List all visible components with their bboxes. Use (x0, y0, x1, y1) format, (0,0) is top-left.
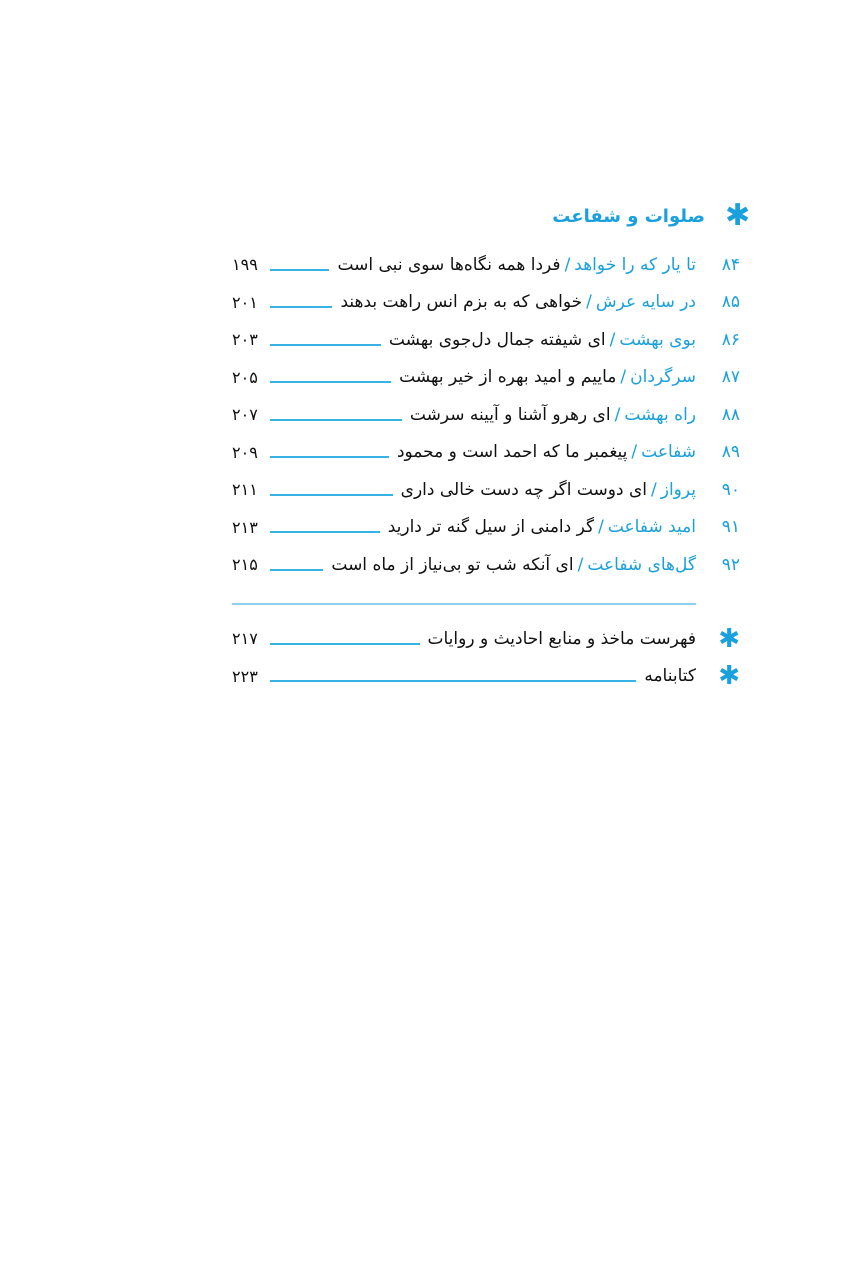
entry-number: ۸۷ (721, 367, 740, 388)
dot-leader (270, 381, 391, 383)
back-matter-title: فهرست ماخذ و منابع احادیث و روایات (427, 628, 696, 649)
poem-line: ای شیفته جمال دل‌جوی بهشت (388, 329, 606, 350)
asterisk-icon: ✱ (718, 623, 740, 654)
chapter-title: سرگردان (630, 367, 696, 388)
dot-leader (270, 419, 402, 421)
poem-line: ای رهرو آشنا و آیینه سرشت (409, 404, 611, 425)
entry-text (337, 255, 696, 275)
entry-number: ۹۱ (721, 517, 740, 538)
chapter-title: در سایه عرش (595, 292, 696, 313)
back-matter-entry[interactable] (232, 620, 740, 658)
chapter-title: گل‌های شفاعت (587, 554, 696, 575)
toc-entry[interactable] (232, 359, 740, 397)
chapter-title: تا یار که را خواهد (574, 254, 696, 275)
poem-line: ماییم و امید بهره از خیر بهشت (399, 367, 617, 388)
entry-text (340, 292, 696, 312)
entry-text (331, 555, 696, 575)
entry-text (388, 517, 696, 537)
entry-number: ۸۹ (721, 442, 740, 463)
separator: / (598, 517, 604, 538)
entry-number: ۸۶ (721, 329, 740, 350)
asterisk-icon: ✱ (725, 198, 751, 233)
poem-line: پیغمبر ما که احمد است و محمود (396, 442, 628, 463)
toc-entry[interactable] (232, 546, 740, 584)
dot-leader (270, 643, 420, 645)
dot-leader (270, 680, 636, 682)
separator: / (614, 404, 621, 425)
dot-leader (270, 569, 323, 571)
page-number: ۲۰۱ (232, 292, 258, 312)
page-number: ۲۱۱ (232, 480, 258, 500)
page-number: ۲۱۵ (232, 555, 258, 575)
toc-entry[interactable] (232, 284, 740, 322)
chapter-title: راه بهشت (624, 404, 696, 425)
page-number: ۲۰۷ (232, 405, 258, 425)
entry-number: ۸۴ (721, 254, 740, 275)
section-title: صلوات و شفاعت (552, 205, 705, 227)
back-matter-title: کتابنامه (644, 666, 696, 687)
back-matter-list (232, 620, 740, 695)
entry-number: ۸۸ (721, 404, 740, 425)
poem-line: گر دامنی از سیل گنه تر دارید (387, 517, 595, 538)
chapter-title: امید شفاعت (607, 517, 696, 538)
separator: / (609, 329, 616, 350)
separator: / (651, 479, 657, 500)
toc-entry[interactable] (232, 509, 740, 547)
section-header (552, 198, 751, 234)
dot-leader (270, 494, 393, 496)
section-divider (232, 603, 696, 605)
dot-leader (270, 456, 389, 458)
entry-text (397, 442, 696, 462)
toc-entry[interactable] (232, 434, 740, 472)
poem-line: ای دوست اگر چه دست خالی داری (400, 479, 647, 500)
dot-leader (270, 269, 329, 271)
separator: / (577, 554, 584, 575)
toc-list (232, 246, 740, 584)
dot-leader (270, 531, 380, 533)
page-number: ۲۰۳ (232, 330, 258, 350)
poem-line: ای آنکه شب تو بی‌نیاز از ماه است (331, 554, 574, 575)
separator: / (631, 442, 638, 463)
chapter-title: بوی بهشت (619, 329, 696, 350)
toc-entry[interactable] (232, 321, 740, 359)
entry-number: ۹۰ (721, 479, 740, 500)
chapter-title: شفاعت (641, 442, 696, 463)
page-number: ۱۹۹ (232, 255, 258, 275)
poem-line: خواهی که به بزم انس راهت بدهند (340, 292, 583, 313)
poem-line: فردا همه نگاه‌ها سوی نبی است (337, 254, 561, 275)
entry-number: ۹۲ (721, 554, 740, 575)
separator: / (564, 254, 571, 275)
page-number: ۲۰۵ (232, 367, 258, 387)
entry-text (410, 405, 696, 425)
separator: / (620, 367, 627, 388)
toc-entry[interactable] (232, 246, 740, 284)
back-matter-entry[interactable] (232, 658, 740, 696)
page-number: ۲۰۹ (232, 442, 258, 462)
toc-entry[interactable] (232, 396, 740, 434)
page-number: ۲۱۷ (232, 629, 258, 649)
dot-leader (270, 306, 332, 308)
dot-leader (270, 344, 381, 346)
entry-text (389, 330, 696, 350)
chapter-title: پرواز (660, 479, 696, 500)
page-number: ۲۲۳ (232, 666, 258, 686)
entry-text (401, 480, 696, 500)
entry-text (399, 367, 696, 387)
separator: / (586, 292, 592, 313)
entry-number: ۸۵ (721, 292, 740, 313)
toc-entry[interactable] (232, 471, 740, 509)
asterisk-icon: ✱ (718, 661, 740, 692)
page-number: ۲۱۳ (232, 517, 258, 537)
